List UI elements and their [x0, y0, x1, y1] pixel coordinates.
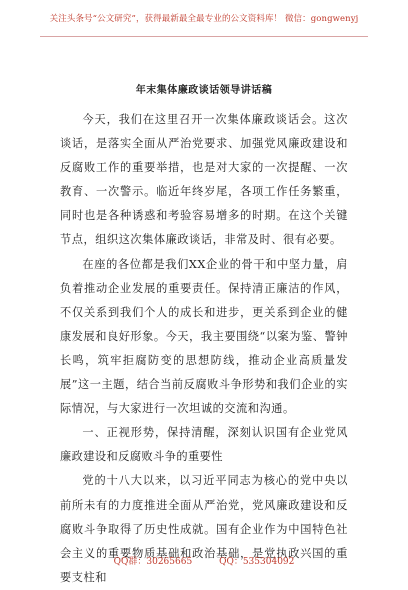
- qq-number: QQ：535304092: [219, 557, 295, 567]
- header-note: 关注头条号“公文研究”，获得最新最全最专业的公文资料库！ 微信：gongwenyj: [49, 14, 359, 24]
- qq-group-number: QQ群：30265665: [113, 557, 193, 567]
- paragraph-theme: 在座的各位都是我们XX企业的骨干和中坚力量，肩负着推动企业发展的重要责任。保持清正廉洁的作风，不仅关系到我们个人的成长和进步，更关系到企业的健康发展和良好形象。今天，我主要围绕“以案为鉴、警钟长鸣，筑牢拒腐防变的思想防线，推动企业高质量发展”这一主题，结合当前反腐败斗争形势和我们企业的实际情况，与大家进行一次坦诚的交流和沟通。: [60, 257, 348, 416]
- footer-note: [0, 554, 408, 567]
- document-body: [60, 108, 348, 590]
- paragraph-section-1: 党的十八大以来，以习近平同志为核心的党中央以前所未有的力度推进全面从严治党，党风廉政建设和反腐败斗争取得了历史性成就。国有企业作为中国特色社会主义的重要物质基础和政治基础，是党执政兴国的重要支柱和: [60, 474, 348, 584]
- section-heading-1: 一、正视形势，保持清醒，深刻认识国有企业党风廉政建设和反腐败斗争的重要性: [60, 426, 348, 464]
- paragraph-opening: 今天，我们在这里召开一次集体廉政谈话会。这次谈话，是落实全面从严治党要求、加强党风廉政建设和反腐败工作的重要举措，也是对大家的一次提醒、一次教育、一次警示。临近年终岁尾，各项工作任务繁重，同时也是各种诱惑和考验容易增多的时期。在这个关键节点，组织这次集体廉政谈话，非常及时、很有必要。: [60, 113, 348, 247]
- header-divider: [40, 36, 368, 37]
- document-title: 年末集体廉政谈话领导讲话稿: [135, 85, 273, 96]
